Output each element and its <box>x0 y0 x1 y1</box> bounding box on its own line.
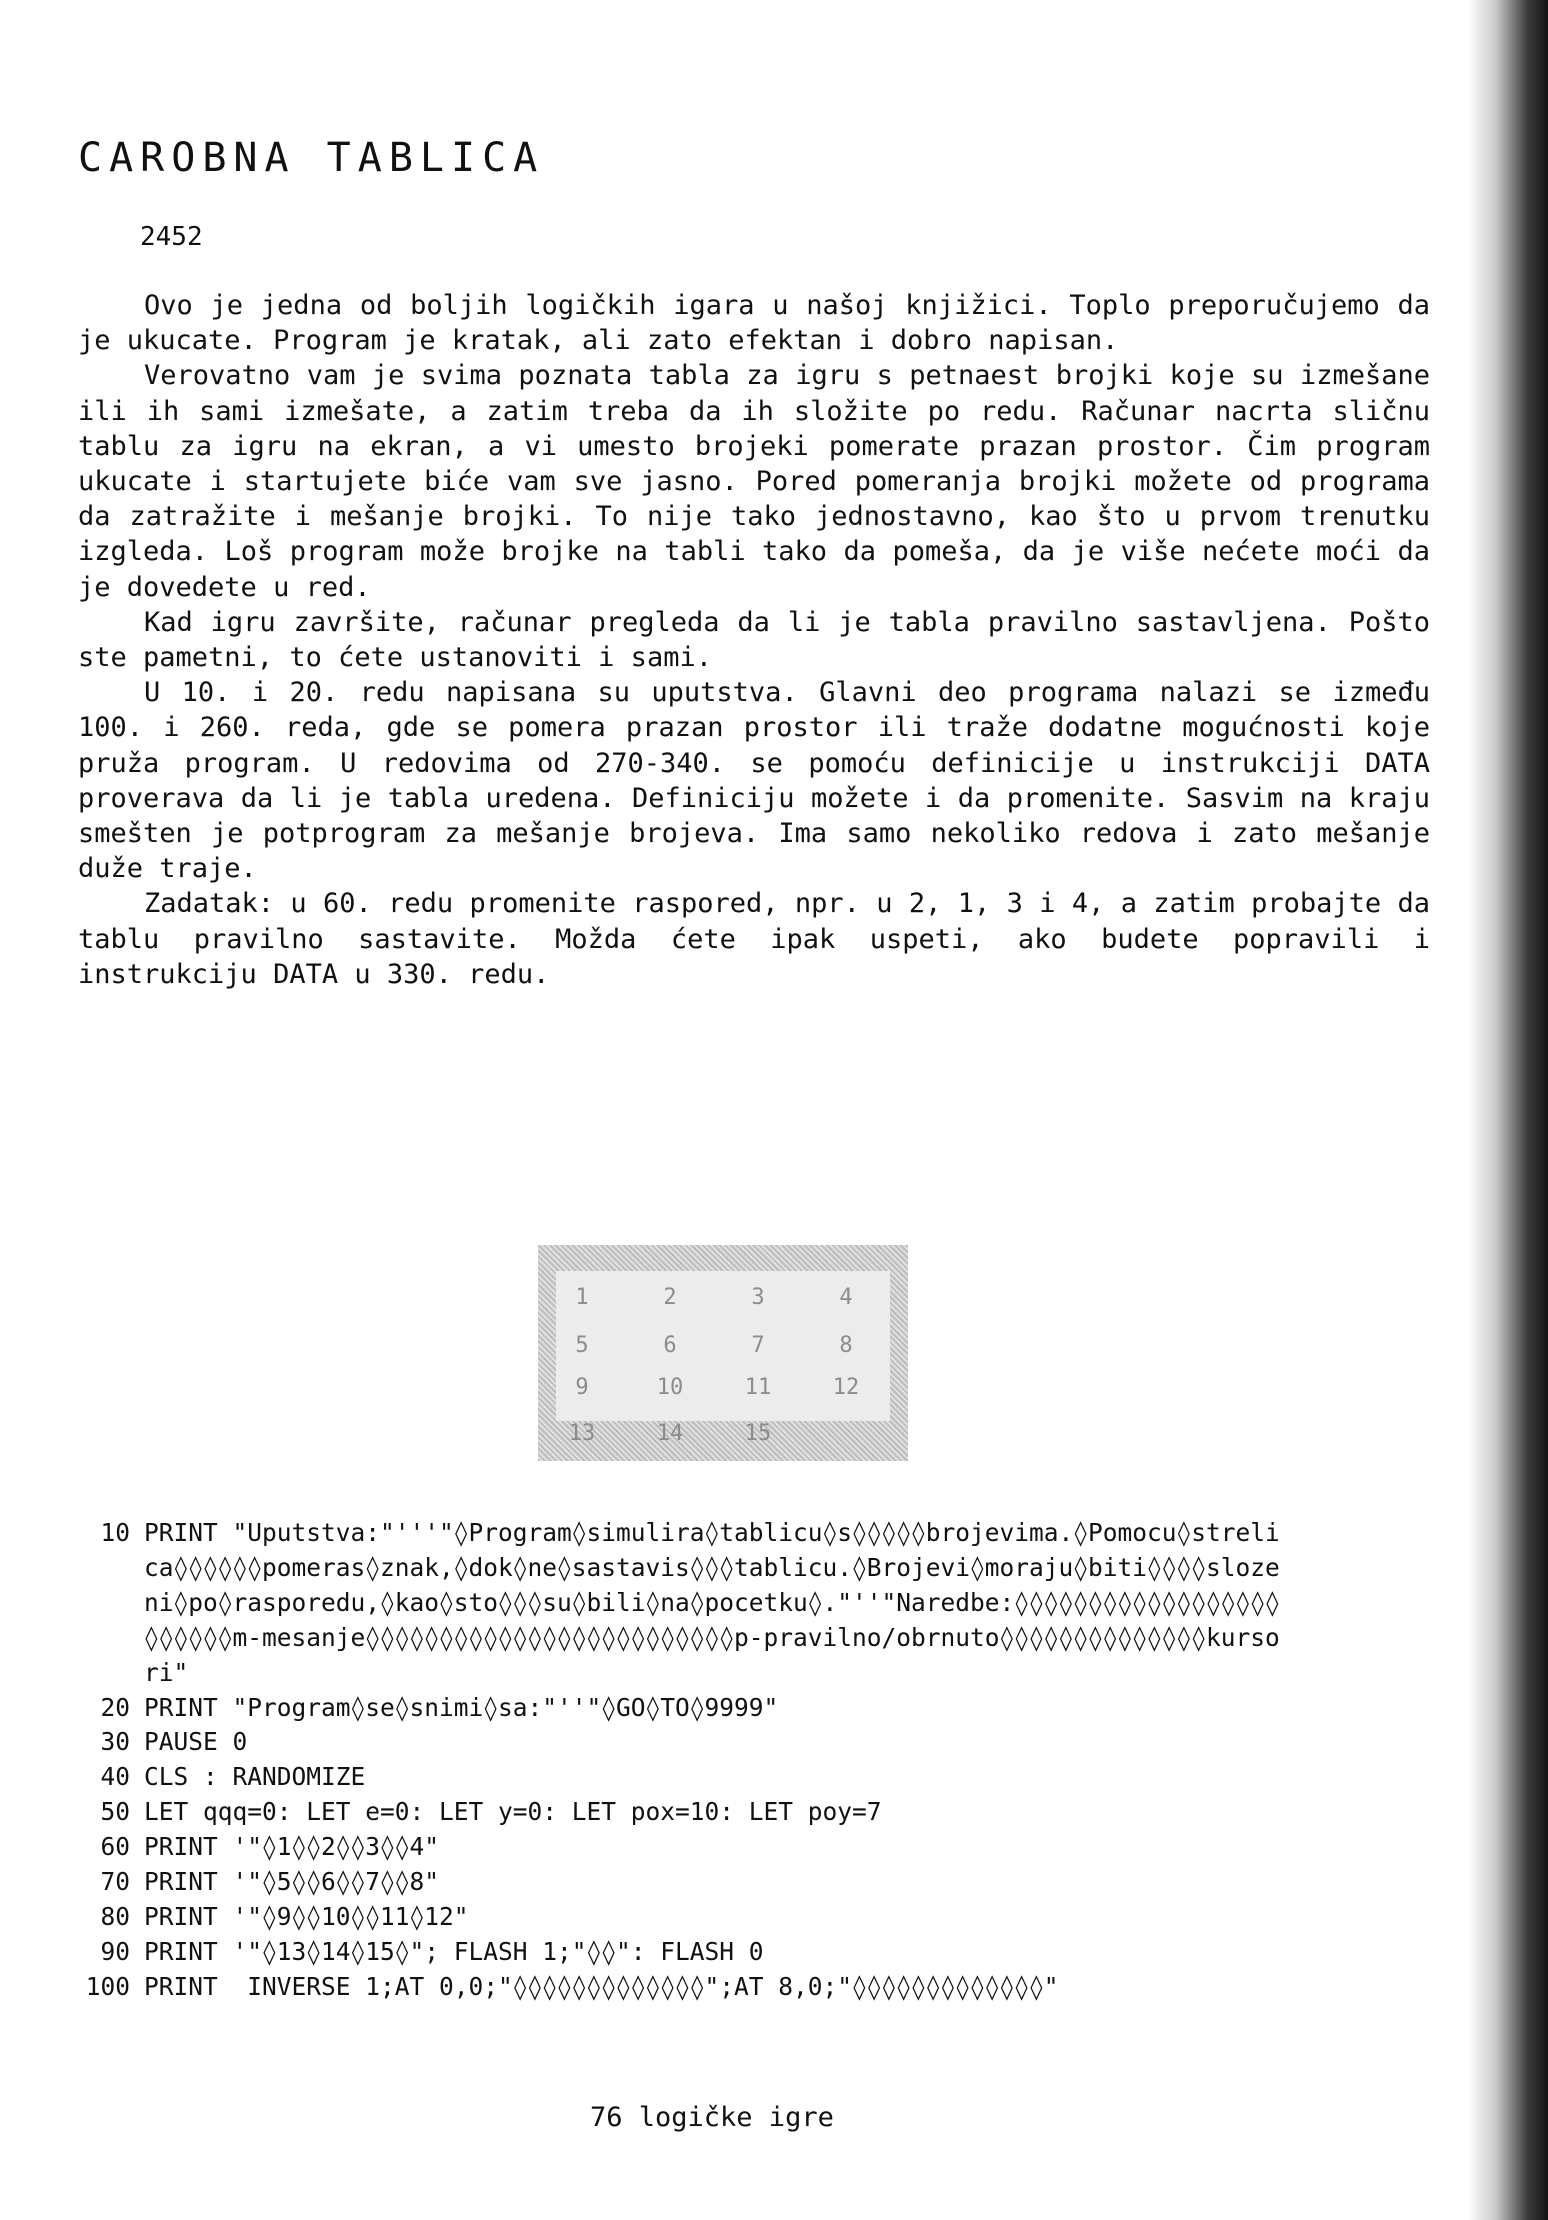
line-code: PAUSE 0 <box>144 1727 248 1757</box>
figure-cell: 11 <box>744 1375 772 1400</box>
line-number: 40 <box>100 1762 130 1792</box>
figure-row <box>538 1375 908 1400</box>
program-listing <box>62 1516 1282 2005</box>
scan-edge-shadow <box>1468 0 1548 2220</box>
paragraph: Ovo je jedna od boljih logičkih igara u našoj knjižici. Toplo preporučujemo da je ukucate. Program je kratak, ali zato efektan i dobro napisan. <box>78 290 1430 357</box>
line-code: PRINT '"◊5◊◊6◊◊7◊◊8" <box>144 1867 440 1897</box>
figure-cell: 14 <box>656 1421 684 1446</box>
line-code: PRINT INVERSE 1;AT 0,0;"◊◊◊◊◊◊◊◊◊◊◊◊◊";AT 8,0;"◊◊◊◊◊◊◊◊◊◊◊◊◊" <box>144 1971 1059 2001</box>
line-number: 70 <box>100 1867 130 1897</box>
figure-cell: 6 <box>663 1333 677 1358</box>
listing-line <box>62 1516 1282 1691</box>
figure-cell: 12 <box>832 1375 860 1400</box>
listing-line <box>62 1691 1282 1726</box>
line-number: 80 <box>100 1901 130 1931</box>
line-code: PRINT "Program◊se◊snimi◊sa:"''"◊GO◊TO◊9999" <box>144 1692 779 1722</box>
paragraph: Kad igru završite, računar pregleda da li je tabla pravilno sastavljena. Pošto ste pametni, to ćete ustanoviti i sami. <box>78 606 1430 674</box>
line-code: PRINT "Uputstva:"'''"◊Program◊simulira◊tablicu◊s◊◊◊◊◊brojevima.◊Pomocu◊strelica◊◊◊◊◊◊pomeras◊znak,◊dok◊ne◊sastavis◊◊◊tablicu.◊Brojevi◊moraju◊biti◊◊◊◊slozeni◊po◊rasporedu,◊kao◊sto◊◊◊su◊bili◊na◊pocetku◊."''"Naredbe:◊◊◊◊◊◊◊◊◊◊◊◊◊◊◊◊◊◊◊◊◊◊◊◊m-mesanje◊◊◊◊◊◊◊◊◊◊◊◊◊◊◊◊◊◊◊◊◊◊◊◊◊p-pravilno/obrnuto◊◊◊◊◊◊◊◊◊◊◊◊◊◊kursori" <box>144 1518 1280 1687</box>
line-number: 20 <box>100 1692 130 1722</box>
screen-figure <box>538 1245 908 1461</box>
figure-cell: 2 <box>663 1285 677 1310</box>
page-title: CAROBNA TABLICA <box>78 134 545 181</box>
figure-cell: 9 <box>575 1375 589 1400</box>
line-number: 30 <box>100 1727 130 1757</box>
figure-cell: 3 <box>751 1285 765 1310</box>
paragraph: U 10. i 20. redu napisana su uputstva. Glavni deo programa nalazi se između 100. i 260. reda, gde se pomera prazan prostor ili traže dodatne mogućnosti koje pruža program. U redovima od 270-340. se pomoću definicije u instrukciji DATA proverava da li je tabla uredena. Definiciju možete i da promenite. Sasvim na kraju smešten je potprogram za mešanje brojeva. Ima samo nekoliko redova i zato mešanje duže traje. <box>78 677 1430 885</box>
program-number: 2452 <box>140 222 203 252</box>
line-number: 90 <box>100 1936 130 1966</box>
figure-cell: 7 <box>751 1333 765 1358</box>
figure-cell <box>802 1421 890 1446</box>
line-number: 10 <box>100 1518 130 1547</box>
line-code: PRINT '"◊13◊14◊15◊"; FLASH 1;"◊◊": FLASH 0 <box>144 1936 764 1966</box>
line-number: 60 <box>100 1832 130 1862</box>
article-body <box>78 288 1430 992</box>
figure-cell: 1 <box>575 1285 589 1310</box>
listing-line <box>62 1725 1282 1760</box>
paragraph: Zadatak: u 60. redu promenite raspored, npr. u 2, 1, 3 i 4, a zatim probajte da tablu pravilno sastavite. Možda ćete ipak uspeti, ako budete popravili i instrukciju DATA u 330. redu. <box>78 888 1430 990</box>
line-code: PRINT '"◊1◊◊2◊◊3◊◊4" <box>144 1832 440 1862</box>
line-number: 50 <box>100 1797 130 1827</box>
figure-cell: 15 <box>744 1421 772 1446</box>
figure-cell: 5 <box>575 1333 589 1358</box>
figure-cell: 4 <box>839 1285 853 1310</box>
line-number: 100 <box>85 1971 130 2001</box>
figure-row <box>538 1285 908 1310</box>
figure-row <box>538 1333 908 1358</box>
figure-cell: 10 <box>656 1375 684 1400</box>
figure-row <box>538 1421 908 1446</box>
listing-line <box>62 1795 1282 1830</box>
listing-line <box>62 1900 1282 1935</box>
listing-line <box>62 1865 1282 1900</box>
line-code: CLS : RANDOMIZE <box>144 1762 366 1792</box>
figure-cell: 13 <box>568 1421 596 1446</box>
line-code: PRINT '"◊9◊◊10◊◊11◊12" <box>144 1901 469 1931</box>
page-footer: 76 logičke igre <box>590 2102 834 2133</box>
line-code: LET qqq=0: LET e=0: LET y=0: LET pox=10: LET poy=7 <box>144 1797 882 1827</box>
figure-cell: 8 <box>839 1333 853 1358</box>
paragraph: Verovatno vam je svima poznata tabla za igru s petnaest brojki koje su izmešane ili ih sami izmešate, a zatim treba da ih složite po redu. Računar nacrta sličnu tablu za igru na ekran, a vi umesto brojeki pomerate prazan prostor. Čim program ukucate i startujete biće vam sve jasno. Pored pomeranja brojki možete od programa da zatražite i mešanje brojki. To nije tako jednostavno, kao što u prvom trenutku izgleda. Loš program može brojke na tabli tako da pomeša, da je više nećete moći da je dovedete u red. <box>78 360 1430 603</box>
listing-line <box>62 1830 1282 1865</box>
listing-line <box>62 1760 1282 1795</box>
listing-line <box>62 1970 1282 2005</box>
listing-line <box>62 1935 1282 1970</box>
